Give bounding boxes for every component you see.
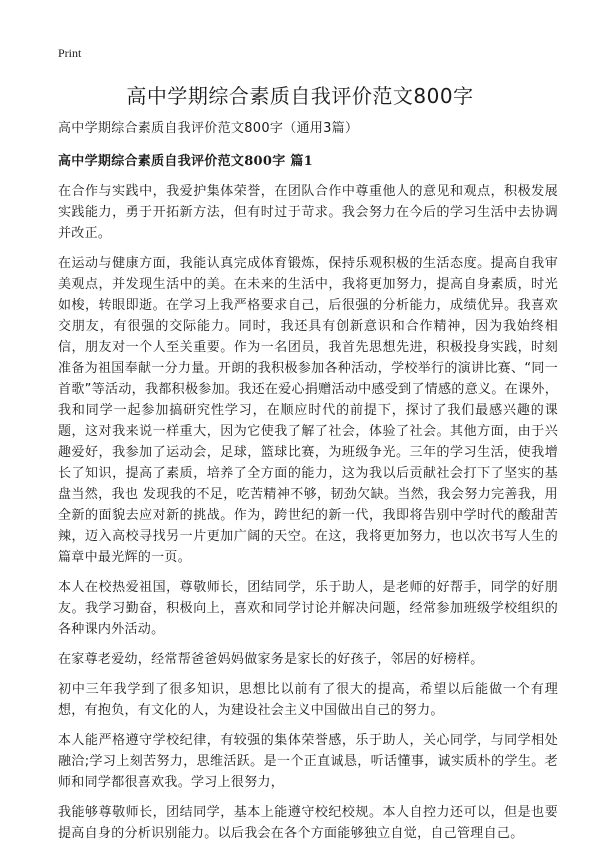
page-title: 高中学期综合素质自我评价范文800字 [126, 84, 474, 108]
article-subtitle: 高中学期综合素质自我评价范文800字（通用3篇） [58, 121, 359, 136]
paragraph-6: 本人能严格遵守学校纪律，有较强的集体荣誉感，乐于助人，关心同学，与同学相处融洽;学习上刻苦努力，思维活跃。是一个正直诚恳，听话懂事，诚实质朴的学生。老师和同学都很喜欢我。学习上很努力， [58, 733, 558, 790]
paragraph-1: 在合作与实践中，我爱护集体荣誉，在团队合作中尊重他人的意见和观点，积极发展实践能力，勇于开拓新方法，但有时过于苛求。我会努力在今后的学习生活中去协调并改正。 [58, 184, 558, 241]
paragraph-2: 在运动与健康方面，我能认真完成体育锻炼，保持乐观积极的生活态度。提高自我审美观点，并发现生活中的美。在未来的生活中，我将更加努力，提高自身素质，时光如梭，转眼即逝。在学习上我严格要求自己，后很强的分析能力，成绩优异。我喜欢交朋友，有很强的交际能力。同时，我还具有创新意识和合作精神，因为我始终相信，朋友对一个人至关重要。作为一名团员，我首先思想先进，积极投身实践，时刻准备为祖国奉献一分力量。开朗的我积极参加各种活动，学校举行的演讲比赛、“同一首歌”等活动，我都积极参加。我还在爱心捐赠活动中感受到了情感的意义。在课外，我和同学一起参加搞研究性学习，在顺应时代的前提下，探讨了我们最感兴趣的课题，这对我来说一样重大，因为它使我了解了社会，体验了社会。其他方面，由于兴趣爱好，我参加了运动会，足球，篮球比赛，为班级争光。三年的学习生活，使我增长了知识，提高了素质，培养了全方面的能力，这为我以后贡献社会打下了坚实的基盘当然，我也 发现我的不足，吃苦精神不够，韧劲欠缺。当然，我会努力完善我，用全新的面貌去应对新的挑战。作为，跨世纪的新一代，我即将告别中学时代的酸甜苦辣，迈入高校寻找另一片更加广阔的天空。在这，我将更加努力，也以次书写人生的 篇章中最光辉的一页。 [58, 256, 558, 565]
print-link[interactable]: Print [58, 46, 82, 60]
paragraph-3: 本人在校热爱祖国，尊敬师长，团结同学，乐于助人，是老师的好帮手，同学的好朋友。我学习勤奋，积极向上，喜欢和同学讨论并解决问题，经常参加班级学校组织的各种课内外活动。 [58, 580, 558, 637]
article-body [58, 118, 558, 853]
paragraph-7: 我能够尊敬师长，团结同学，基本上能遵守校纪校规。本人自控力还可以，但是也要提高自身的分析识别能力。以后我会在各个方面能够独立自觉，自己管理自己。 [58, 805, 558, 841]
section-heading: 高中学期综合素质自我评价范文800字 篇1 [58, 154, 314, 169]
paragraph-4: 在家尊老爱幼，经常帮爸爸妈妈做家务是家长的好孩子，邻居的好榜样。 [58, 652, 484, 667]
paragraph-5: 初中三年我学到了很多知识，思想比以前有了很大的提高，希望以后能做一个有理想，有抱负，有文化的人，为建设社会主义中国做出自己的努力。 [58, 682, 558, 718]
